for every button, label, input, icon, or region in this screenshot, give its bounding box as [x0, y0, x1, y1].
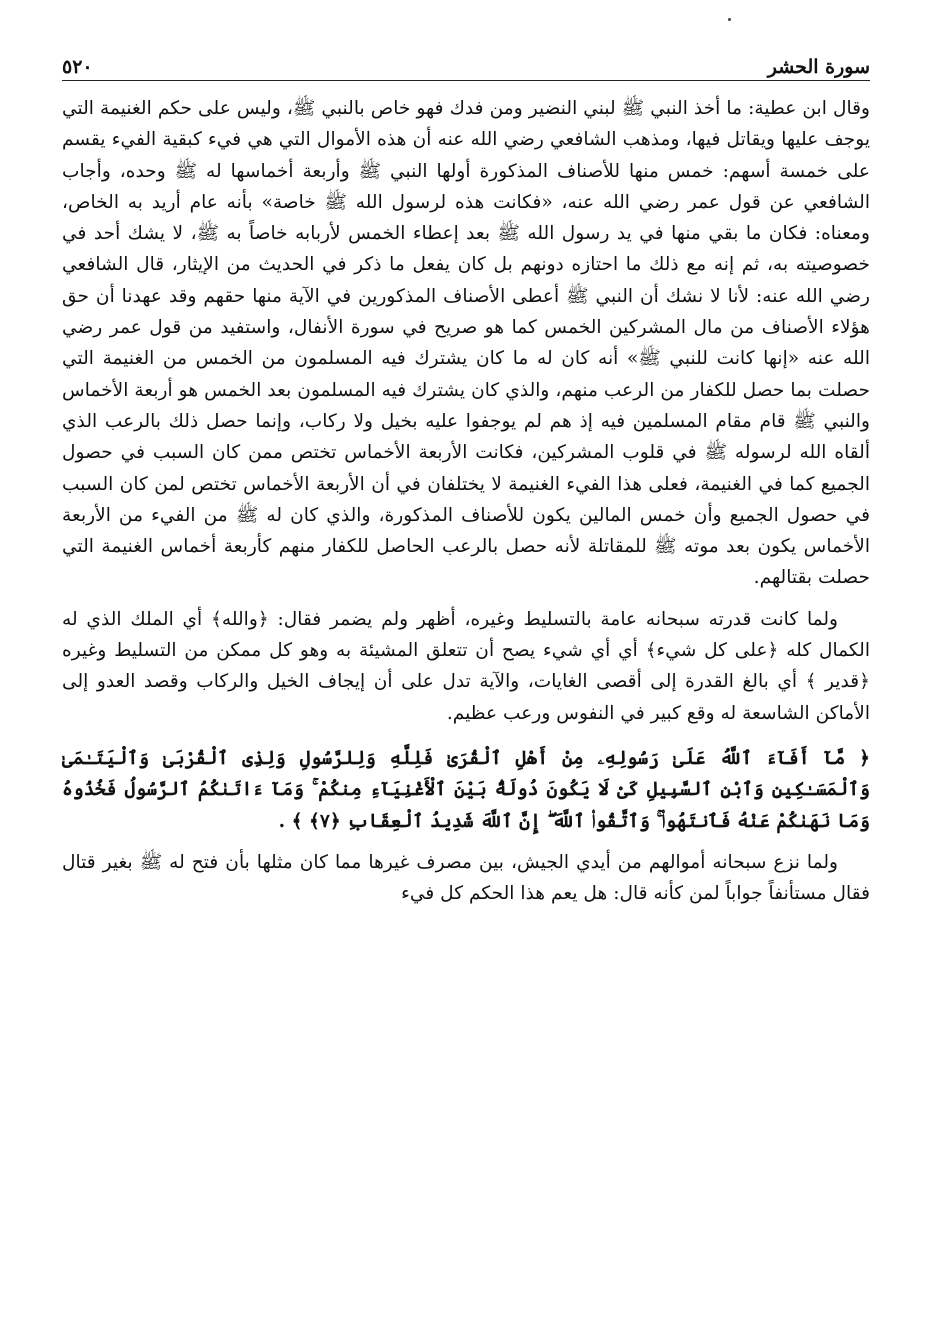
paragraph-closing: ولما نزع سبحانه أموالهم من أيدي الجيش، بين مصرف غيرها مما كان مثلها بأن فتح له ﷺ بغير قتال فقال مستأنفاً جواباً لمن كأنه قال: هل يعم هذا الحكم كل فيء	[62, 851, 870, 905]
surah-title: سورة الحشر	[767, 56, 870, 78]
page-number: ٥٢٠	[62, 56, 93, 78]
header-divider	[62, 80, 870, 81]
page-body	[62, 93, 870, 909]
page-header	[62, 40, 870, 78]
page-speck	[728, 18, 731, 21]
book-page	[62, 40, 870, 1310]
quran-verse: ﴿ مَّآ أَفَآءَ ٱللَّهُ عَلَىٰ رَسُولِهِۦ مِنْ أَهْلِ ٱلْقُرَىٰ فَلِلَّهِ وَلِلرَّسُولِ وَلِذِى ٱلْقُرْبَىٰ وَٱلْيَتَـٰمَىٰ وَٱلْمَسَـٰكِينِ وَٱبْنِ ٱلسَّبِيلِ كَىْ لَا يَكُونَ دُولَةًۢ بَيْنَ ٱلْأَغْنِيَآءِ مِنكُمْ ۚ وَمَآ ءَاتَىٰكُمُ ٱلرَّسُولُ فَخُذُوهُ وَمَا نَهَىٰكُمْ عَنْهُ فَٱنتَهُوا۟ ۚ وَٱتَّقُوا۟ ٱللَّهَ ۖ إِنَّ ٱللَّهَ شَدِيدُ ٱلْعِقَابِ ﴿٧﴾ ﴾ .	[62, 747, 870, 832]
paragraph-ibn-atiyya: وقال ابن عطية: ما أخذ النبي ﷺ لبني النضير ومن فدك فهو خاص بالنبي ﷺ، وليس على حكم الغنيمة التي يوجف عليها ويقاتل فيها، ومذهب الشافعي رضي الله عنه أن هذه الأموال التي هي فيء كبقية الفيء يقسم على خمسة أسهم: خمس منها للأصناف المذكورة أولها النبي ﷺ وأربعة أخماسها له ﷺ وحده، وأجاب الشافعي عن قول عمر رضي الله عنه، «فكانت هذه لرسول الله ﷺ خاصة» بأنه عام أريد به الخاص، ومعناه: فكان ما بقي منها في يد رسول الله ﷺ بعد إعطاء الخمس لأربابه خاصاً به ﷺ، لا يشك أحد في خصوصيته به، ثم إنه مع ذلك ما احتازه دونهم بل كان يفعل ما ذكر في الحديث من الإيثار، قال الشافعي رضي الله عنه: لأنا لا نشك أن النبي ﷺ أعطى الأصناف المذكورين في الآية منها حقهم وقد عهدنا أن حق هؤلاء الأصناف من مال المشركين الخمس كما هو صريح في سورة الأنفال، واستفيد من قول عمر رضي الله عنه «إنها كانت للنبي ﷺ» أنه كان له ما كان يشترك فيه المسلمون من الخمس من الغنيمة التي حصلت بما حصل للكفار من الرعب منهم، والذي كان يشترك فيه المسلمون بعد الخمس هو أربعة الأخماس والنبي ﷺ قام مقام المسلمين فيه إذ هم لم يوجفوا عليه بخيل ولا ركاب، وإنما حصل ذلك بالرعب الذي ألقاه الله لرسوله ﷺ في قلوب المشركين، فكانت الأربعة الأخماس تختص ممن كان السبب في حصول الجميع كما في الغنيمة، فعلى هذا الفيء الغنيمة لا يختلفان في أن الأربعة الأخماس تختص لمن كان السبب في حصول الجميع وأن خمس المالين يكون للأصناف المذكورة، والذي كان له ﷺ من الفيء من الأربعة الأخماس يكون بعد موته ﷺ للمقاتلة لأنه حصل بالرعب الحاصل للكفار منهم كأربعة أخماس الغنيمة التي حصلت بقتالهم.	[62, 98, 870, 589]
paragraph-qudra: ولما كانت قدرته سبحانه عامة بالتسليط وغيره، أظهر ولم يضمر فقال: ﴿والله﴾ أي الملك الذي له الكمال كله ﴿على كل شيء﴾ أي أي شيء يصح أن تتعلق المشيئة به وهو كل ممكن من التسليط وغيره ﴿قدير ﴾ أي بالغ القدرة إلى أقصى الغايات، والآية تدل على أن إيجاف الخيل والركاب وقصد العدو إلى الأماكن الشاسعة له وقع كبير في النفوس ورعب عظيم.	[62, 608, 870, 724]
